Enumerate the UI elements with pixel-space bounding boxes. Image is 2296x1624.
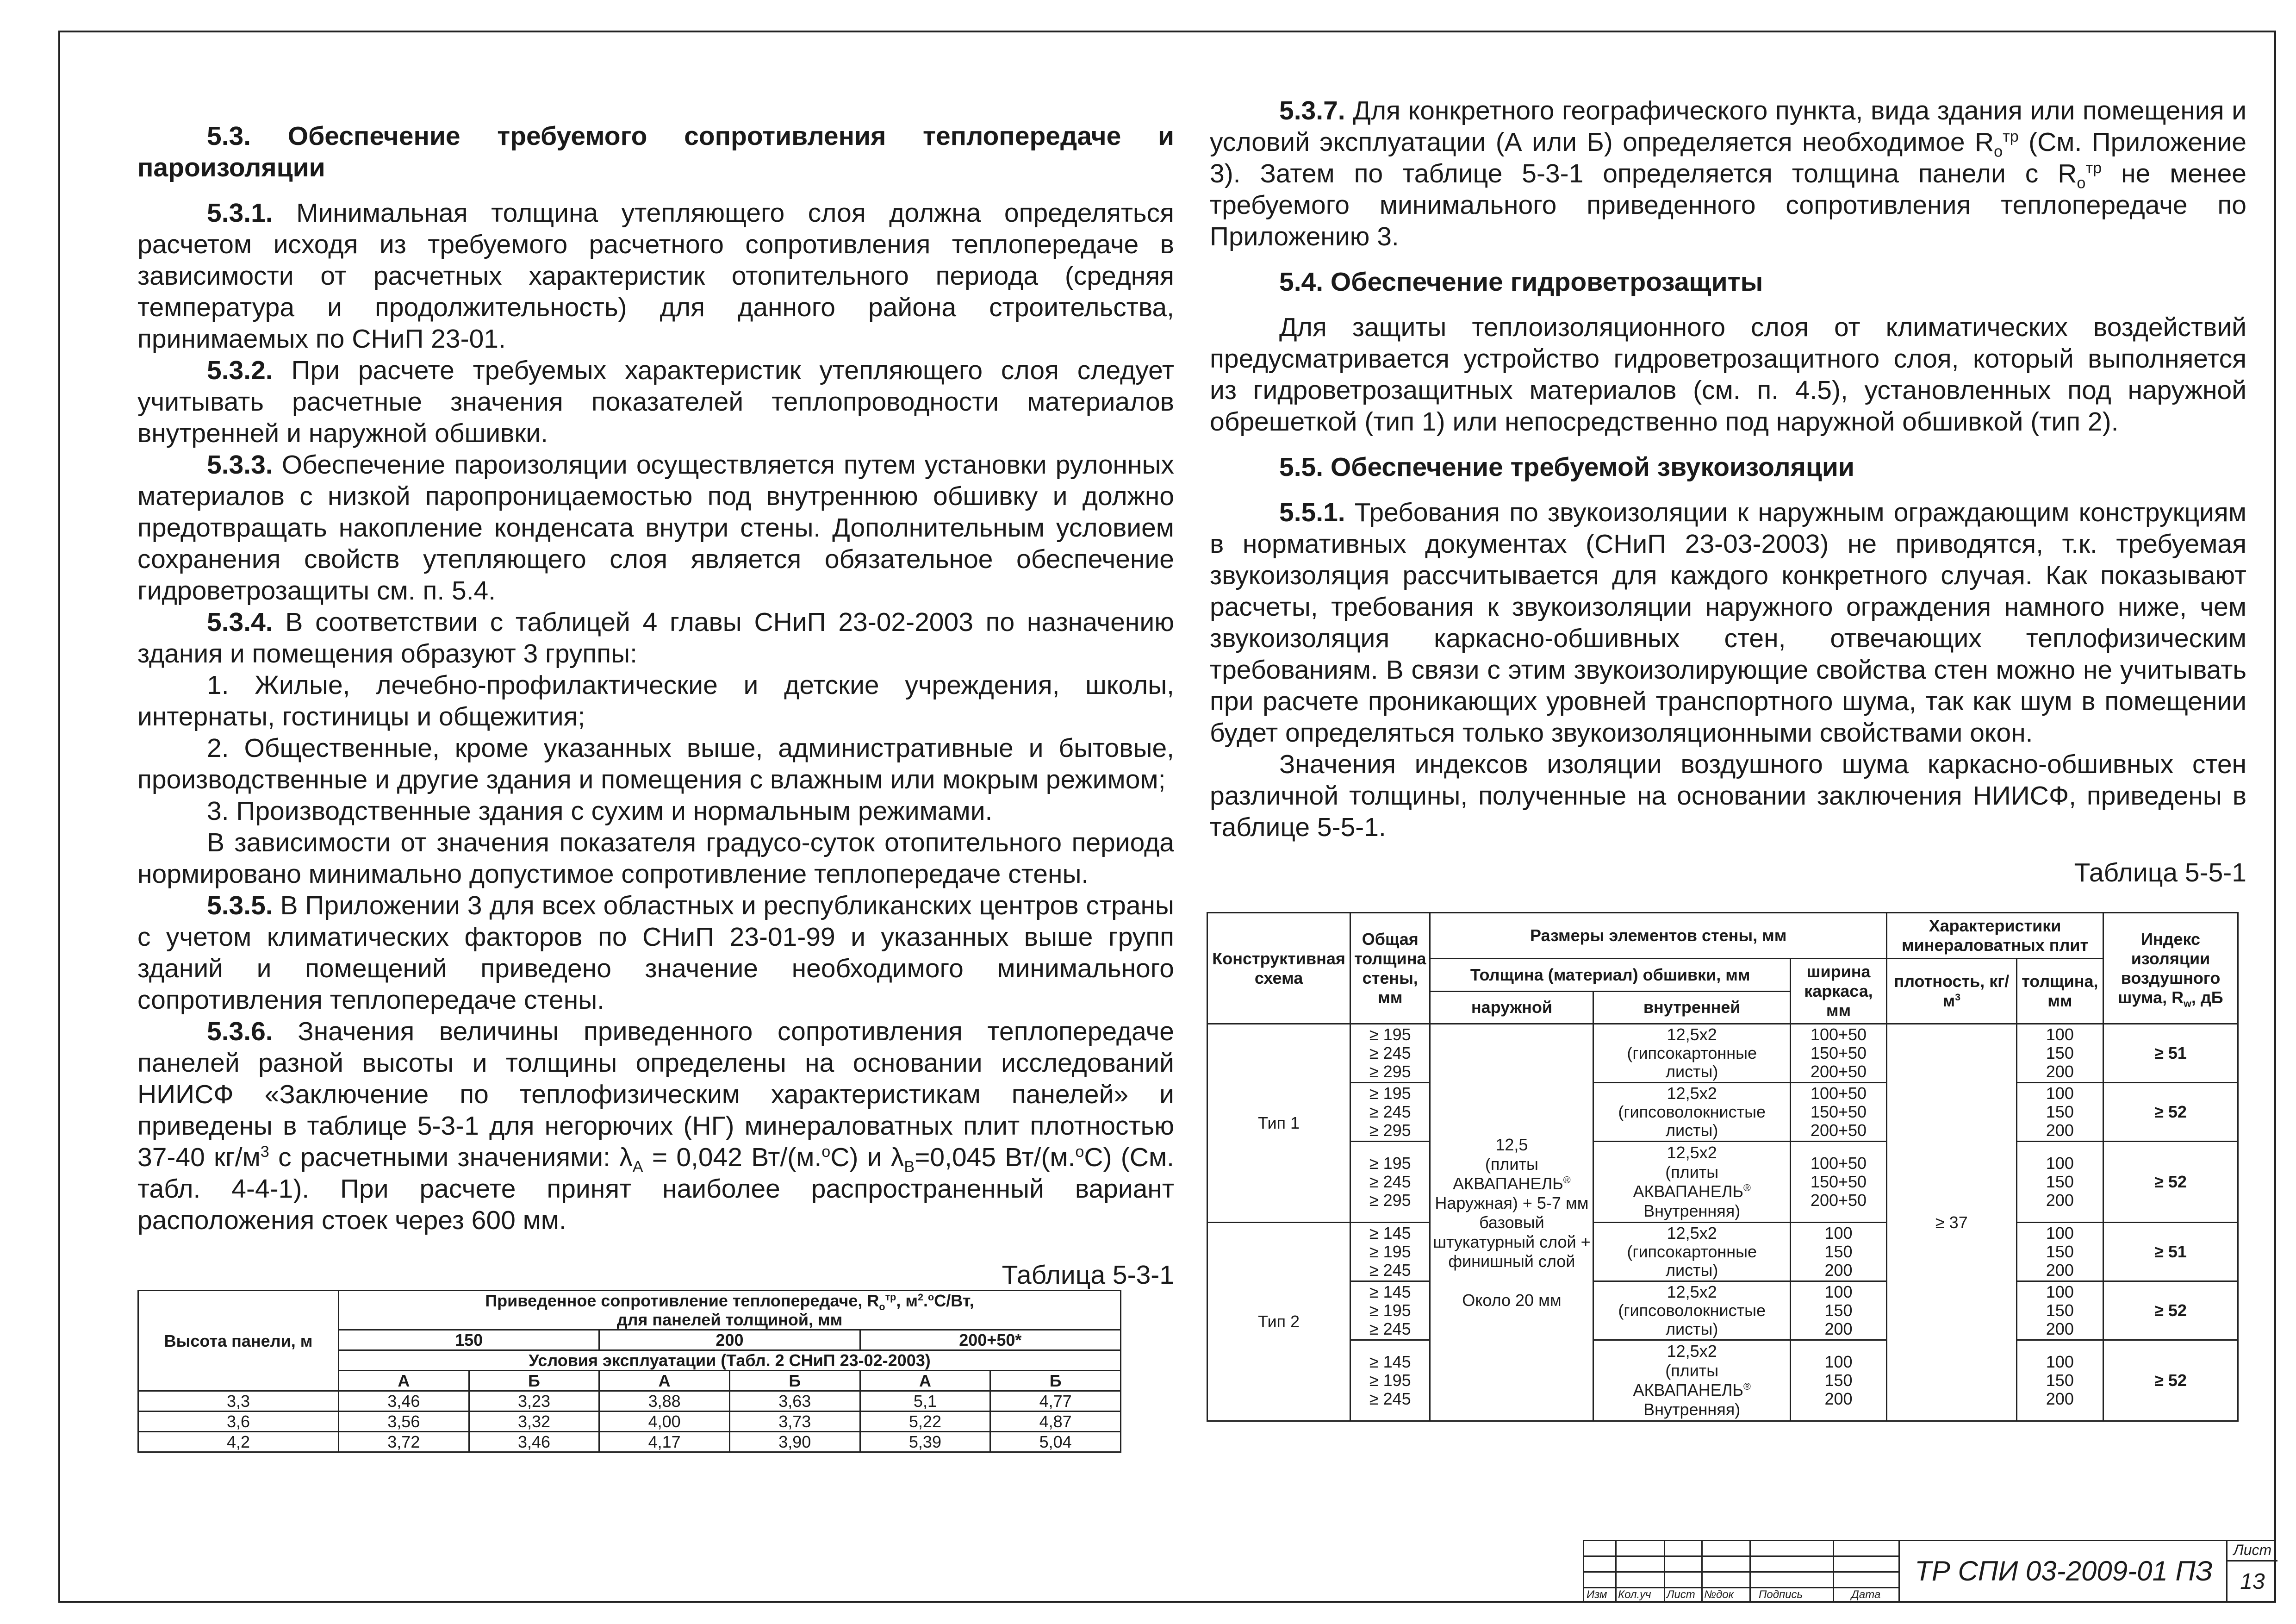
cell: ≥ 52 [2103,1083,2238,1142]
cell: 100+50 150+50 200+50 [1790,1142,1886,1223]
header-total-thickness: Общая толщина стены, мм [1350,913,1430,1024]
section-heading-5-4: 5.4. Обеспечение гидроветрозащиты [1279,267,1763,297]
paragraph-5-3-7: 5.3.7. Для конкретного географического пункта, вида здания или помещения и условий эксплуатации (А или Б) определяется необходимое $R_o^{тр}$ (См. Приложение 3). Затем по таблице 5-3-1 определяется толщина панели с $R_o^{тр}$ не менее требуемого минимального приведенного сопротивления теплопередаче по Приложению 3. [1210,96,2246,251]
header-cond-b: Б [729,1371,860,1391]
table-5-3-1 [137,1290,1121,1453]
label-kol-uch: Кол.уч [1618,1588,1651,1601]
title-block-top-border [1583,1540,2276,1541]
cell: 3,73 [729,1412,860,1432]
label-signature: Подпись [1759,1588,1803,1601]
table-5-5-1 [1207,912,2239,1422]
cell: ≥ 52 [2103,1340,2238,1421]
cell: ≥ 145 ≥ 195 ≥ 245 [1350,1281,1430,1340]
density-cell: ≥ 37 [1887,1024,2017,1421]
header-scheme: Конструктивная схема [1207,913,1350,1024]
cell: 100 150 200 [2016,1340,2103,1421]
cell: 12,5х2 (гипсоволокнистые листы) [1593,1083,1791,1142]
cell: 12,5х2 (гипсокартонные листы) [1593,1223,1791,1281]
header-outer: наружной [1430,991,1593,1024]
header-noise-index: Индекс изоляции воздушного шума, $R_w$, дБ [2103,913,2238,1024]
table-row [138,1391,1121,1412]
cell: 12,5х2 (гипсокартонные листы) [1593,1024,1791,1083]
left-column [137,120,1174,1291]
header-mineral-wool: Характеристики минераловатных плит [1887,913,2103,959]
header-thickness-150: 150 [339,1330,599,1350]
label-list: Лист [1667,1588,1695,1601]
group-2: 2. Общественные, кроме указанных выше, административные и бытовые, производственные и другие здания и помещения с влажным или мокрым режимом; [137,733,1174,794]
header-cond-b: Б [990,1371,1121,1391]
header-cond-b: Б [469,1371,599,1391]
paragraph-5-3-5: 5.3.5. В Приложении 3 для всех областных и республиканских центров страны с учетом климатических факторов по СНиП 23-01-99 и указанных выше групп зданий и помещений приведено значение необходимого минимального сопротивления теплопередаче стены. [137,891,1174,1015]
cell: 100 150 200 [1790,1340,1886,1421]
paragraph-5-5-1: 5.5.1. Требования по звукоизоляции к наружным ограждающим конструкциям в нормативных документах (СНиП 23-03-2003) не приводятся, т.к. требуемая звукоизоляция рассчитывается для каждого конкретного случая. Как показывают расчеты, требования к звукоизоляции наружного ограждения намного ниже, чем звукоизоляция каркасно-обшивных стен, отвечающих теплофизическим требованиям. В связи с этим звукоизолирующие свойства стен можно не учитывать при расчете проникающих уровней транспортного шума, так как шум в помещении будет определяться только звукоизоляционными свойствами окон. [1210,498,2246,748]
cell: 3,46 [469,1432,599,1452]
cell: ≥ 52 [2103,1281,2238,1340]
table-row [1207,1024,2238,1083]
cell: 4,2 [138,1432,339,1452]
table-row [1207,1223,2238,1281]
header-resistance: Приведенное сопротивление теплопередаче, $R_o^{тр}$, $м^2.^oС/Вт$, для панелей толщиной, мм [339,1291,1121,1330]
cell: 3,88 [599,1391,730,1412]
header-thickness-200: 200 [599,1330,860,1350]
cell: 3,56 [339,1412,469,1432]
header-panel-height: Высота панели, м [138,1291,339,1391]
header-inner: внутренней [1593,991,1791,1024]
group-3: 3. Производственные здания с сухим и нормальным режимами. [207,796,993,826]
table-row [1207,1142,2238,1223]
cell: 100 150 200 [2016,1083,2103,1142]
cell: 5,39 [860,1432,990,1452]
section-heading-5-5: 5.5. Обеспечение требуемой звукоизоляции [1279,452,1854,482]
cell: 4,17 [599,1432,730,1452]
sheet-box [2226,1540,2277,1603]
table-5-3-1-caption: Таблица 5-3-1 [1002,1260,1174,1290]
table-5-5-1-caption: Таблица 5-5-1 [2074,858,2246,887]
cell: 3,32 [469,1412,599,1432]
table-row [1207,1281,2238,1340]
label-izm: Изм [1587,1588,1607,1601]
header-slab-thickness: толщина, мм [2016,959,2103,1024]
cell: ≥ 51 [2103,1024,2238,1083]
cell: 100 150 200 [2016,1024,2103,1083]
table-row [1207,1340,2238,1421]
cell: 4,77 [990,1391,1121,1412]
revision-labels [1583,1587,1898,1603]
header-cond-a: А [599,1371,730,1391]
cell: ≥ 145 ≥ 195 ≥ 245 [1350,1340,1430,1421]
cell: 100 150 200 [1790,1281,1886,1340]
table-row [138,1432,1121,1452]
section-heading-5-3: 5.3. Обеспечение требуемого сопротивления теплопередаче и пароизоляции [137,121,1174,182]
label-date: Дата [1851,1588,1881,1601]
cell: 3,3 [138,1391,339,1412]
title-block [1583,1540,2276,1603]
cell: 5,22 [860,1412,990,1432]
table-row [138,1412,1121,1432]
cell: 4,00 [599,1412,730,1432]
outer-sheathing-cell: 12,5 (плиты АКВАПАНЕЛЬ® Наружная) + 5-7 мм базовый штукатурный слой + финишный слой Около 20 мм [1430,1024,1593,1421]
sheet-number: 13 [2240,1569,2265,1594]
paragraph-5-3-3: 5.3.3. Обеспечение пароизоляции осуществляется путем установки рулонных материалов с низкой паропроницаемостью под внутреннюю обшивку и должно предотвращать накопление конденсата внутри стены. Дополнительным условием сохранения свойств утепляющего слоя является обязательное обеспечение гидроветрозащиты см. п. 5.4. [137,450,1174,606]
cell: 12,5х2 (плиты АКВАПАНЕЛЬ® Внутренняя) [1593,1142,1791,1223]
cell: 3,72 [339,1432,469,1452]
cell: ≥ 195 ≥ 245 ≥ 295 [1350,1024,1430,1083]
cell: 100+50 150+50 200+50 [1790,1083,1886,1142]
cell: 100 150 200 [2016,1281,2103,1340]
header-element-sizes: Размеры элементов стены, мм [1430,913,1887,959]
header-conditions: Условия эксплуатации (Табл. 2 СНиП 23-02-2003) [339,1350,1121,1371]
paragraph-5-4: Для защиты теплоизоляционного слоя от климатических воздействий предусматривается устройство гидроветрозащитного слоя, который выполняется из гидроветрозащитных материалов (см. п. 4.5), установленных под наружной обрешеткой (тип 1) или непосредственно под наружной обшивкой (тип 2). [1210,312,2246,437]
cell: 3,6 [138,1412,339,1432]
cell: 3,90 [729,1432,860,1452]
label-doc-no: №док [1704,1588,1734,1601]
header-thickness-250: 200+50* [860,1330,1120,1350]
cell: ≥ 195 ≥ 245 ≥ 295 [1350,1142,1430,1223]
header-frame-width: ширина каркаса, мм [1790,959,1886,1024]
header-sheathing: Толщина (материал) обшивки, мм [1430,959,1791,992]
cell: ≥ 52 [2103,1142,2238,1223]
cell: 100 150 200 [1790,1223,1886,1281]
header-cond-a: А [860,1371,990,1391]
paragraph-5-3-6: 5.3.6. Значения величины приведенного сопротивления теплопередаче панелей разной высоты и толщины определены на основании исследований НИИСФ «Заключение по теплофизическим характеристикам панелей» и приведены в таблице 5-3-1 для негорючих (НГ) минераловатных плит плотностью 37-40 $кг/м^3$ с расчетными значениями: $\lambda_А = 0,042$ Вт/(м.$^o$С) и $\lambda_В=0,045$ Вт/(м.$^o$С) (См. табл. 4-4-1). При расчете принят наиболее распространенный вариант расположения стоек через 600 мм. [137,1017,1174,1235]
paragraph-degree-days: В зависимости от значения показателя градусо-суток отопительного периода нормировано минимально допустимое сопротивление теплопередаче стены. [137,828,1174,889]
cell: 3,46 [339,1391,469,1412]
paragraph-5-3-2: 5.3.2. При расчете требуемых характеристик утепляющего слоя следует учитывать расчетные значения показателей теплопроводности материалов внутренней и наружной обшивки. [137,356,1174,448]
cell: 12,5х2 (плиты АКВАПАНЕЛЬ® Внутренняя) [1593,1340,1791,1421]
cell: 5,1 [860,1391,990,1412]
header-cond-a: А [339,1371,469,1391]
cell: 3,63 [729,1391,860,1412]
cell: ≥ 145 ≥ 195 ≥ 245 [1350,1223,1430,1281]
cell: ≥ 195 ≥ 245 ≥ 295 [1350,1083,1430,1142]
paragraph-index-values: Значения индексов изоляции воздушного шума каркасно-обшивных стен различной толщины, полученные на основании заключения НИИСФ, приведены в таблице 5-5-1. [1210,750,2246,842]
cell: 100 150 200 [2016,1223,2103,1281]
paragraph-5-3-1: 5.3.1. Минимальная толщина утепляющего слоя должна определяться расчетом исходя из требуемого расчетного сопротивления теплопередаче в зависимости от расчетных характеристик отопительного периода (средняя температура и продолжительность) для данного района строительства, принимаемых по СНиП 23-01. [137,198,1174,354]
cell: 5,04 [990,1432,1121,1452]
sheet-label: Лист [2228,1540,2277,1562]
group-1: 1. Жилые, лечебно-профилактические и детские учреждения, школы, интернаты, гостиницы и общежития; [137,670,1174,731]
cell: ≥ 51 [2103,1223,2238,1281]
paragraph-5-3-4: 5.3.4. В соответствии с таблицей 4 главы СНиП 23-02-2003 по назначению здания и помещения образуют 3 группы: [137,607,1174,668]
type-2-cell: Тип 2 [1207,1223,1350,1421]
header-density: плотность, $кг/м^3$ [1887,959,2017,1024]
document-code: ТР СПИ 03-2009-01 ПЗ [1898,1540,2228,1603]
cell: 100+50 150+50 200+50 [1790,1024,1886,1083]
right-column [1210,95,2246,888]
cell: 3,23 [469,1391,599,1412]
cell: 4,87 [990,1412,1121,1432]
type-1-cell: Тип 1 [1207,1024,1350,1223]
cell: 12,5х2 (гипсоволокнистые листы) [1593,1281,1791,1340]
table-row [1207,1083,2238,1142]
cell: 100 150 200 [2016,1142,2103,1223]
